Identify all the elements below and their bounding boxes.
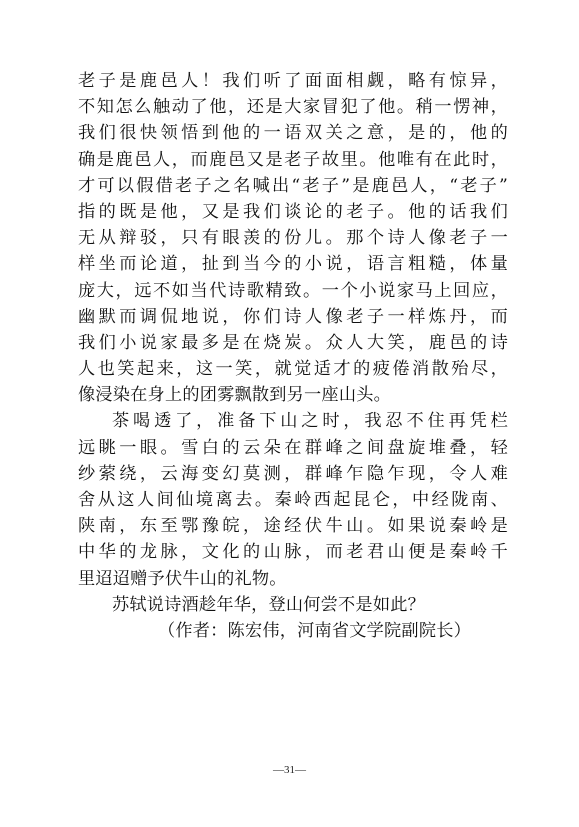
paragraph-start-line: 茶喝透了，准备下山之时，我忍不住再凭栏 — [112, 411, 508, 432]
text-line: 舍从这人间仙境离去。秦岭西起昆仑，中经陇南、 — [78, 490, 508, 510]
text-line: 确是鹿邑人，而鹿邑又是老子故里。他唯有在此时， — [78, 149, 508, 170]
page-number: —31— — [273, 764, 306, 776]
text-line: 远眺一眼。雪白的云朵在群峰之间盘旋堆叠，轻 — [78, 437, 508, 458]
paragraph-start-line: 苏轼说诗酒趁年华，登山何尝不是如此？ — [112, 594, 425, 615]
text-line: 庞大，远不如当代诗歌精致。一个小说家马上回应， — [78, 280, 508, 301]
text-line: 才可以假借老子之名喊出“老子”是鹿邑人，“老子” — [78, 175, 508, 196]
text-line: 指的既是他，又是我们谈论的老子。他的话我们 — [78, 201, 508, 222]
author-credit: （作者：陈宏伟，河南省文学院副院长） — [158, 620, 471, 641]
text-line: 我们小说家最多是在烧炭。众人大笑，鹿邑的诗 — [78, 332, 508, 353]
text-line: 陕南，东至鄂豫皖，途经伏牛山。如果说秦岭是 — [78, 516, 508, 537]
text-line: 幽默而调侃地说，你们诗人像老子一样炼丹，而 — [78, 306, 508, 327]
text-line: 里迢迢赠予伏牛山的礼物。 — [78, 568, 287, 589]
text-line: 中华的龙脉，文化的山脉，而老君山便是秦岭千 — [78, 542, 508, 563]
text-line: 样坐而论道，扯到当今的小说，语言粗糙，体量 — [78, 254, 508, 275]
text-line: 不知怎么触动了他，还是大家冒犯了他。稍一愣神， — [78, 97, 508, 118]
text-line: 纱萦绕，云海变幻莫测，群峰乍隐乍现，令人难 — [78, 463, 508, 484]
text-line: 像浸染在身上的团雾飘散到另一座山头。 — [78, 385, 391, 406]
article-body — [78, 68, 508, 644]
text-line: 无从辩驳，只有眼羡的份儿。那个诗人像老子一 — [78, 228, 508, 249]
text-line: 人也笑起来，这一笑，就觉适才的疲倦消散殆尽， — [78, 359, 508, 380]
text-line: 老子是鹿邑人！我们听了面面相觑，略有惊异， — [78, 71, 508, 91]
text-line: 我们很快领悟到他的一语双关之意，是的，他的 — [78, 123, 508, 144]
